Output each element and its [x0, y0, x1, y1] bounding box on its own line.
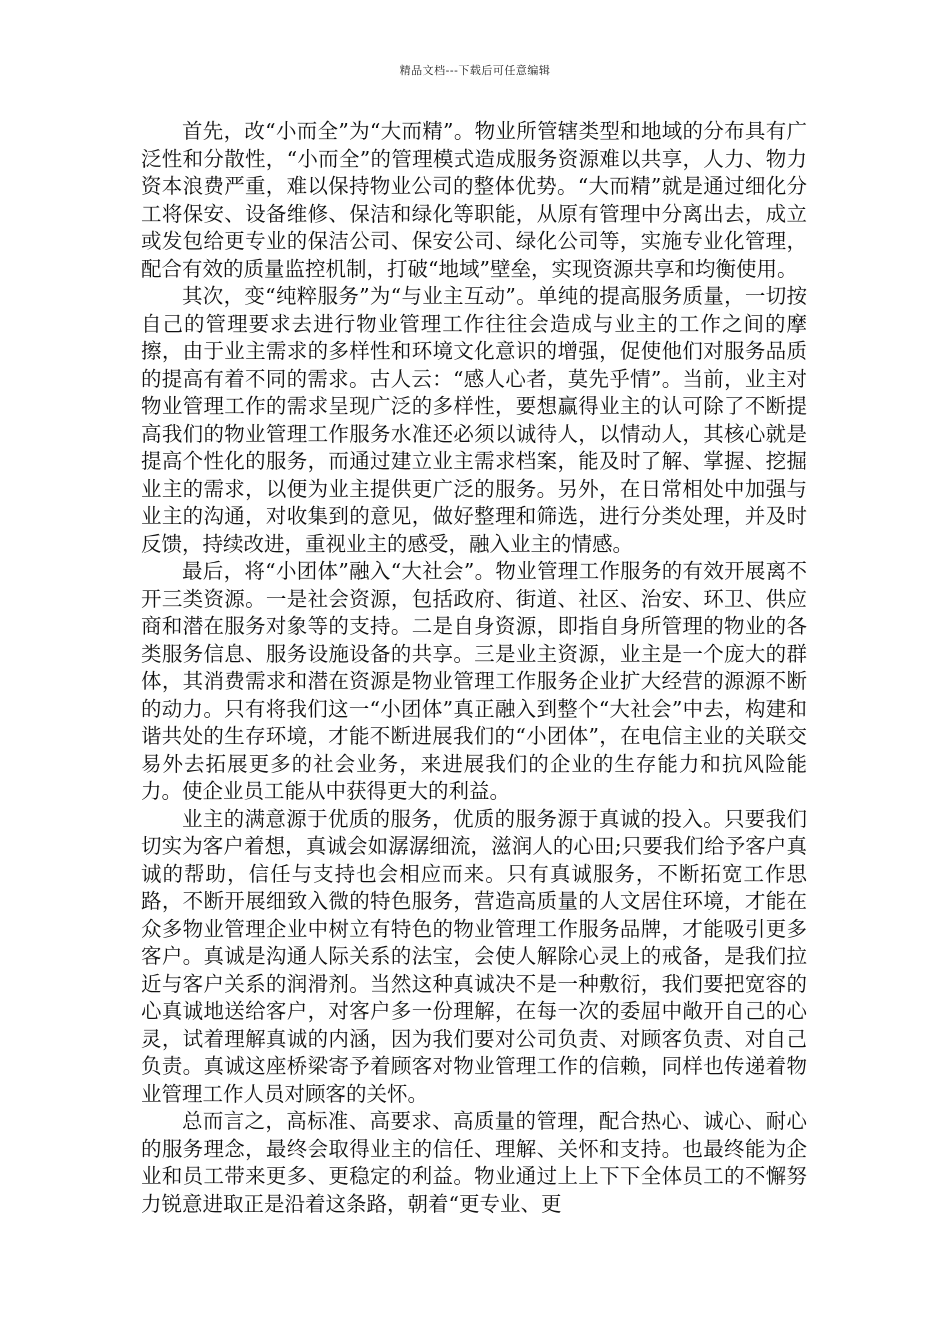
document-body	[141, 118, 807, 1218]
paragraph-4: 业主的满意源于优质的服务，优质的服务源于真诚的投入。只要我们切实为客户着想，真诚会如潺潺细流，滋润人的心田;只要我们给予客户真诚的帮助，信任与支持也会相应而来。只有真诚服务，不断拓宽工作思路，不断开展细致入微的特色服务，营造高质量的人文居住环境，才能在众多物业管理企业中树立有特色的物业管理工作服务品牌，才能吸引更多客户。真诚是沟通人际关系的法宝，会使人解除心灵上的戒备，是我们拉近与客户关系的润滑剂。当然这种真诚决不是一种敷衍，我们要把宽容的心真诚地送给客户，对客户多一份理解，在每一次的委屈中敞开自己的心灵，试着理解真诚的内涵，因为我们要对公司负责、对顾客负责、对自己负责。真诚这座桥梁寄予着顾客对物业管理工作的信赖，同样也传递着物业管理工作人员对顾客的关怀。	[141, 806, 807, 1106]
page-header: 精品文档---下载后可任意编辑	[399, 64, 551, 77]
paragraph-1: 首先，改“小而全”为“大而精”。物业所管辖类型和地域的分布具有广泛性和分散性，“小而全”的管理模式造成服务资源难以共享，人力、物力资本浪费严重，难以保持物业公司的整体优势。“大而精”就是通过细化分工将保安、设备维修、保洁和绿化等职能，从原有管理中分离出去，成立或发包给更专业的保洁公司、保安公司、绿化公司等，实施专业化管理，配合有效的质量监控机制，打破“地域”壁垒，实现资源共享和均衡使用。	[141, 119, 807, 281]
paragraph-5: 总而言之，高标准、高要求、高质量的管理，配合热心、诚心、耐心的服务理念，最终会取得业主的信任、理解、关怀和支持。也最终能为企业和员工带来更多、更稳定的利益。物业通过上上下下全体员工的不懈努力锐意进取正是沿着这条路，朝着“更专业、更	[141, 1109, 807, 1216]
paragraph-3: 最后，将“小团体”融入“大社会”。物业管理工作服务的有效开展离不开三类资源。一是社会资源，包括政府、街道、社区、治安、环卫、供应商和潜在服务对象等的支持。二是自身资源，即指自身所管理的物业的各类服务信息、服务设施设备的共享。三是业主资源，业主是一个庞大的群体，其消费需求和潜在资源是物业管理工作服务企业扩大经营的源源不断的动力。只有将我们这一“小团体”真正融入到整个“大社会”中去，构建和谐共处的生存环境，才能不断进展我们的“小团体”，在电信主业的关联交易外去拓展更多的社会业务，来进展我们的企业的生存能力和抗风险能力。使企业员工能从中获得更大的利益。	[141, 559, 807, 803]
paragraph-2: 其次，变“纯粹服务”为“与业主互动”。单纯的提高服务质量，一切按自己的管理要求去进行物业管理工作往往会造成与业主的工作之间的摩擦，由于业主需求的多样性和环境文化意识的增强，促使他们对服务品质的提高有着不同的需求。古人云：“感人心者，莫先乎情”。当前，业主对物业管理工作的需求呈现广泛的多样性，要想赢得业主的认可除了不断提高我们的物业管理工作服务水准还必须以诚待人，以情动人，其核心就是提高个性化的服务，而通过建立业主需求档案，能及时了解、掌握、挖掘业主的需求，以便为业主提供更广泛的服务。另外，在日常相处中加强与业主的沟通，对收集到的意见，做好整理和筛选，进行分类处理，并及时反馈，持续改进，重视业主的感受，融入业主的情感。	[141, 284, 807, 556]
